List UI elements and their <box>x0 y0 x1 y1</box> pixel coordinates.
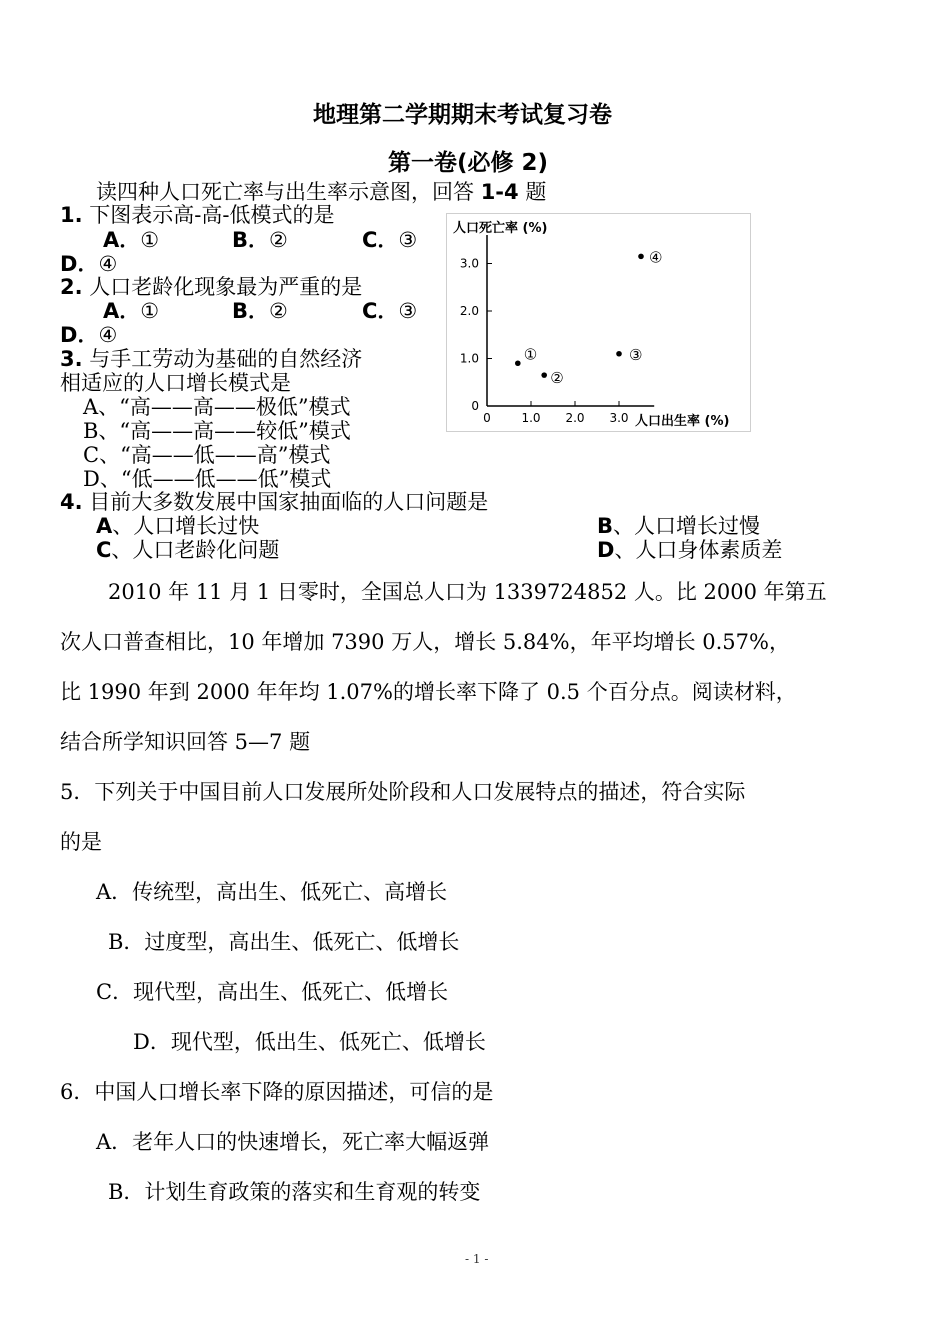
x-tick-label: 2.0 <box>565 411 585 425</box>
page-title: 地理第二学期期末考试复习卷 <box>313 102 612 128</box>
q2-option-a: A．① <box>103 299 160 323</box>
y-tick-label: 0 <box>471 399 479 413</box>
chart-marks <box>460 235 663 425</box>
page-number: - 1 - <box>465 1252 489 1266</box>
question-5-line2: 的是 <box>60 830 102 854</box>
q4-option-d: D、人口身体素质差 <box>597 538 783 562</box>
data-point-label: ② <box>550 369 564 388</box>
data-point-label: ③ <box>629 345 643 364</box>
question-number: 3 <box>60 347 75 371</box>
passage-line-4: 结合所学知识回答 5—7 题 <box>60 730 311 754</box>
intro-text: 读四种人口死亡率与出生率示意图，回答 <box>96 180 481 204</box>
intro-range: 1-4 <box>480 180 519 204</box>
question-text-line1: 与手工劳动为基础的自然经济 <box>89 347 363 371</box>
question-3-line2: 相适应的人口增长模式是 <box>60 371 291 395</box>
q2-option-d: D．④ <box>60 323 118 347</box>
q1-option-b: B．② <box>232 228 288 252</box>
q2-option-b: B．② <box>232 299 288 323</box>
x-axis-label: 人口出生率 (%) <box>635 414 730 429</box>
q4-option-c: C、人口老龄化问题 <box>96 538 280 562</box>
passage-line-1: 2010 年 11 月 1 日零时，全国总人口为 1339724852 人。比 2000 年第五 <box>108 580 827 604</box>
q1-option-d: D．④ <box>60 252 118 276</box>
question-5-line1: 5．下列关于中国目前人口发展所处阶段和人口发展特点的描述，符合实际 <box>60 780 746 804</box>
q5-option-c: C．现代型，高出生、低死亡、低增长 <box>96 980 449 1004</box>
passage-line-2: 次人口普查相比，10 年增加 7390 万人，增长 5.84%，年平均增长 0.57%， <box>60 630 790 654</box>
question-text: 人口老龄化现象最为严重的是 <box>89 275 363 299</box>
x-tick-label: 0 <box>483 411 491 425</box>
q5-option-a: A．传统型，高出生、低死亡、高增长 <box>96 880 448 904</box>
x-tick-label: 3.0 <box>609 411 629 425</box>
y-tick-label: 2.0 <box>459 304 479 318</box>
data-point <box>638 254 644 260</box>
y-tick-label: 3.0 <box>459 256 479 271</box>
q5-option-d: D．现代型，低出生、低死亡、低增长 <box>133 1030 486 1054</box>
question-text: 目前大多数发展中国家抽面临的人口问题是 <box>89 490 489 514</box>
q3-option-b: B、“高——高——较低”模式 <box>83 419 351 443</box>
q3-option-c: C、“高——低——高”模式 <box>83 443 331 467</box>
question-3: 3. 与手工劳动为基础的自然经济 <box>60 347 363 371</box>
q5-option-b: B．过度型，高出生、低死亡、低增长 <box>108 930 460 954</box>
y-tick-label: 1.0 <box>459 351 479 366</box>
q4-option-b: B、人口增长过慢 <box>597 514 761 538</box>
question-2: 2. 人口老龄化现象最为严重的是 <box>60 275 363 299</box>
question-text: 下图表示高-高-低模式的是 <box>89 203 335 227</box>
data-point-label: ④ <box>649 248 663 267</box>
question-number: 1 <box>60 203 75 227</box>
data-point <box>515 360 521 366</box>
question-number: 4 <box>60 490 75 514</box>
scatter-chart-frame <box>446 213 751 432</box>
q6-option-b: B．计划生育政策的落实和生育观的转变 <box>108 1180 481 1204</box>
y-axis-label: 人口死亡率 (%) <box>453 221 548 236</box>
q6-option-a: A．老年人口的快速增长，死亡率大幅返弹 <box>96 1130 490 1154</box>
intro-suffix: 题 <box>518 180 547 204</box>
passage-line-3: 比 1990 年到 2000 年年均 1.07%的增长率下降了 0.5 个百分点。阅读材料， <box>60 680 797 704</box>
question-number: 2 <box>60 275 75 299</box>
question-6-line1: 6．中国人口增长率下降的原因描述，可信的是 <box>60 1080 494 1104</box>
q3-option-a: A、“高——高——极低”模式 <box>83 395 351 419</box>
page-subtitle: 第一卷(必修 2) <box>388 150 549 176</box>
intro-line <box>96 180 546 204</box>
data-point <box>541 372 547 378</box>
x-tick-label: 1.0 <box>521 411 541 425</box>
q3-option-d: D、“低——低——低”模式 <box>83 467 332 491</box>
question-1: 1. 下图表示高-高-低模式的是 <box>60 203 335 227</box>
birth-death-scatter-chart <box>447 214 750 431</box>
q2-option-c: C．③ <box>362 299 418 323</box>
q1-option-a: A．① <box>103 228 160 252</box>
data-point-label: ① <box>523 345 538 364</box>
data-point <box>616 351 622 357</box>
question-4: 4. 目前大多数发展中国家抽面临的人口问题是 <box>60 490 489 514</box>
q1-option-c: C．③ <box>362 228 418 252</box>
q4-option-a: A、人口增长过快 <box>96 514 260 538</box>
